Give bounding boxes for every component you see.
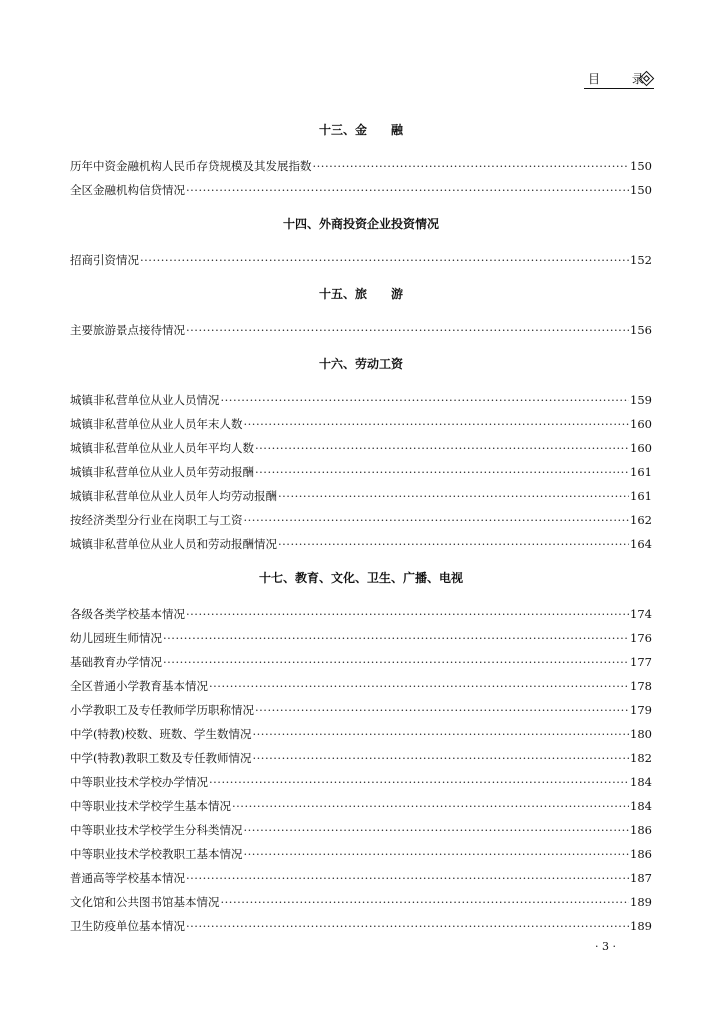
dot-leader xyxy=(221,890,630,914)
toc-entry[interactable] xyxy=(70,818,652,842)
toc-entry-page: 150 xyxy=(630,183,652,197)
dot-leader xyxy=(313,154,630,178)
toc-entry-label: 历年中资金融机构人民币存贷规模及其发展指数 xyxy=(70,159,312,173)
toc-section xyxy=(70,282,652,342)
toc-entry-label: 各级各类学校基本情况 xyxy=(70,607,185,621)
toc-entry-label: 招商引资情况 xyxy=(70,253,139,267)
dot-leader xyxy=(244,508,630,532)
toc-section xyxy=(70,352,652,556)
toc-entry-label: 城镇非私营单位从业人员年末人数 xyxy=(70,417,243,431)
toc-entry-label: 幼儿园班生师情况 xyxy=(70,631,162,645)
page-number: · 3 · xyxy=(595,940,616,953)
dot-leader xyxy=(244,842,630,866)
section-spacer xyxy=(70,202,652,212)
section-title: 十五、旅 游 xyxy=(318,287,403,301)
dot-leader xyxy=(209,770,629,794)
table-of-contents xyxy=(70,118,652,938)
toc-entry-page: 182 xyxy=(630,751,652,765)
toc-entry[interactable] xyxy=(70,178,652,202)
toc-entry[interactable] xyxy=(70,650,652,674)
toc-entry-label: 城镇非私营单位从业人员和劳动报酬情况 xyxy=(70,537,277,551)
dot-leader xyxy=(186,178,629,202)
toc-entry-label: 按经济类型分行业在岗职工与工资 xyxy=(70,513,243,527)
running-header xyxy=(584,70,658,89)
dot-leader xyxy=(255,460,629,484)
toc-entry[interactable] xyxy=(70,532,652,556)
toc-entry-page: 184 xyxy=(630,775,652,789)
toc-entry[interactable] xyxy=(70,674,652,698)
dot-leader xyxy=(186,318,629,342)
toc-entry[interactable] xyxy=(70,412,652,436)
toc-section xyxy=(70,212,652,272)
dot-leader xyxy=(232,794,629,818)
dot-leader xyxy=(278,484,629,508)
toc-entry-page: 159 xyxy=(630,393,652,407)
toc-section xyxy=(70,118,652,202)
toc-entry-page: 177 xyxy=(630,655,652,669)
toc-entry-page: 184 xyxy=(630,799,652,813)
toc-entry-page: 178 xyxy=(630,679,652,693)
toc-entry-label: 主要旅游景点接待情况 xyxy=(70,323,185,337)
toc-entry-label: 城镇非私营单位从业人员年劳动报酬 xyxy=(70,465,254,479)
toc-entry-page: 186 xyxy=(630,847,652,861)
toc-entry-page: 161 xyxy=(630,465,652,479)
toc-entry[interactable] xyxy=(70,890,652,914)
section-title: 十七、教育、文化、卫生、广播、电视 xyxy=(258,571,463,585)
toc-entry[interactable] xyxy=(70,436,652,460)
toc-entry[interactable] xyxy=(70,602,652,626)
dot-leader xyxy=(278,532,629,556)
toc-entry-label: 中等职业技术学校教职工基本情况 xyxy=(70,847,243,861)
toc-entry-label: 中等职业技术学校学生分科类情况 xyxy=(70,823,243,837)
dot-leader xyxy=(186,602,629,626)
toc-entry-label: 城镇非私营单位从业人员年人均劳动报酬 xyxy=(70,489,277,503)
toc-entry[interactable] xyxy=(70,746,652,770)
toc-entry-label: 文化馆和公共图书馆基本情况 xyxy=(70,895,220,909)
toc-entry-label: 全区普通小学教育基本情况 xyxy=(70,679,208,693)
toc-section xyxy=(70,566,652,938)
toc-entry-label: 中学(特教)校数、班数、学生数情况 xyxy=(70,727,252,741)
section-spacer xyxy=(70,272,652,282)
toc-entry-page: 180 xyxy=(630,727,652,741)
toc-entry-label: 中等职业技术学校学生基本情况 xyxy=(70,799,231,813)
toc-entry-page: 150 xyxy=(630,159,652,173)
toc-entry[interactable] xyxy=(70,626,652,650)
header-title: 目 录 xyxy=(588,72,658,86)
section-title: 十三、金 融 xyxy=(318,123,403,137)
dot-leader xyxy=(221,388,630,412)
toc-entry[interactable] xyxy=(70,318,652,342)
dot-leader xyxy=(186,914,629,938)
toc-entry-label: 基础教育办学情况 xyxy=(70,655,162,669)
toc-entry[interactable] xyxy=(70,508,652,532)
toc-entry[interactable] xyxy=(70,770,652,794)
toc-entry[interactable] xyxy=(70,842,652,866)
dot-leader xyxy=(140,248,629,272)
toc-entry-page: 187 xyxy=(630,871,652,885)
toc-entry[interactable] xyxy=(70,484,652,508)
section-title: 十四、外商投资企业投资情况 xyxy=(282,217,439,231)
toc-entry-page: 160 xyxy=(630,441,652,455)
toc-entry-label: 城镇非私营单位从业人员年平均人数 xyxy=(70,441,254,455)
toc-entry-page: 179 xyxy=(630,703,652,717)
toc-entry[interactable] xyxy=(70,914,652,938)
toc-entry-label: 普通高等学校基本情况 xyxy=(70,871,185,885)
dot-leader xyxy=(163,650,629,674)
toc-entry-page: 164 xyxy=(630,537,652,551)
toc-entry-page: 152 xyxy=(630,253,652,267)
dot-leader xyxy=(252,746,629,770)
section-spacer xyxy=(70,556,652,566)
dot-leader xyxy=(244,412,630,436)
toc-entry-page: 161 xyxy=(630,489,652,503)
toc-entry-page: 176 xyxy=(630,631,652,645)
section-spacer xyxy=(70,342,652,352)
toc-entry[interactable] xyxy=(70,722,652,746)
dot-leader xyxy=(255,436,629,460)
toc-entry-label: 全区金融机构信贷情况 xyxy=(70,183,185,197)
dot-leader xyxy=(244,818,630,842)
toc-entry[interactable] xyxy=(70,248,652,272)
section-title: 十六、劳动工资 xyxy=(318,357,403,371)
toc-entry[interactable] xyxy=(70,388,652,412)
dot-leader xyxy=(163,626,629,650)
dot-leader xyxy=(209,674,629,698)
toc-entry-page: 174 xyxy=(630,607,652,621)
toc-entry-page: 160 xyxy=(630,417,652,431)
dot-leader xyxy=(186,866,629,890)
toc-entry-label: 中学(特教)教职工数及专任教师情况 xyxy=(70,751,252,765)
toc-entry-page: 186 xyxy=(630,823,652,837)
toc-entry-label: 中等职业技术学校办学情况 xyxy=(70,775,208,789)
toc-entry[interactable] xyxy=(70,154,652,178)
toc-entry-page: 162 xyxy=(630,513,652,527)
toc-entry-label: 城镇非私营单位从业人员情况 xyxy=(70,393,220,407)
toc-entry[interactable] xyxy=(70,866,652,890)
toc-entry-label: 卫生防疫单位基本情况 xyxy=(70,919,185,933)
toc-entry-page: 189 xyxy=(630,895,652,909)
toc-entry[interactable] xyxy=(70,794,652,818)
toc-entry[interactable] xyxy=(70,698,652,722)
dot-leader xyxy=(252,722,629,746)
toc-entry-page: 189 xyxy=(630,919,652,933)
toc-entry-page: 156 xyxy=(630,323,652,337)
dot-leader xyxy=(255,698,629,722)
toc-entry-label: 小学教职工及专任教师学历职称情况 xyxy=(70,703,254,717)
toc-entry[interactable] xyxy=(70,460,652,484)
